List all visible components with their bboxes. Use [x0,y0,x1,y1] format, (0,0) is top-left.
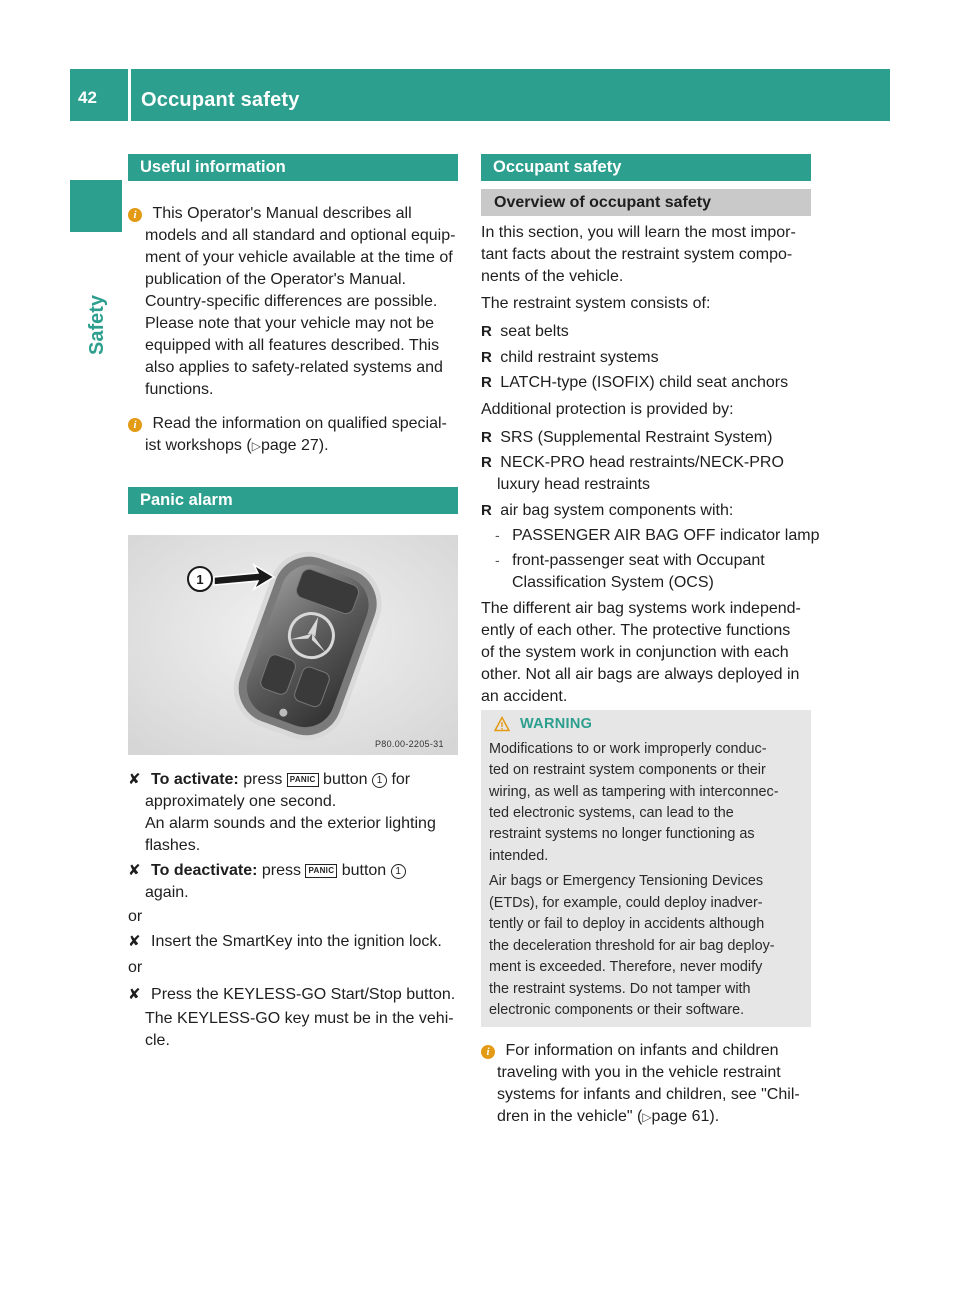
insert-text: Insert the SmartKey into the ignition lock. [151,933,442,950]
list-item-text: LATCH-type (ISOFIX) child seat anchors [500,374,789,391]
info-icon: i [128,418,142,432]
info-note-1-line: ment of your vehicle available at the time of [145,249,453,266]
side-tab-label: Safety [86,294,108,355]
info-note-1-line: equipped with all features described. This [145,337,440,354]
action-arrow-icon: ✘ [128,933,141,950]
list-item [481,427,772,449]
sub-list-item-continued: Classification System (OCS) [512,574,714,591]
occupant-safety-heading: Occupant safety [481,154,811,181]
paragraph-line: The different air bag systems work independ- [481,600,801,617]
activate-line: approximately one second. [145,793,337,810]
warning-line: the deceleration threshold for air bag deploy- [489,938,775,954]
warning-line: ted electronic systems, can lead to the [489,805,734,821]
keyless-text: Press the KEYLESS-GO Start/Stop button. [151,986,456,1003]
list-item [481,500,733,522]
warning-header [494,715,834,735]
warning-line: intended. [489,848,549,864]
header-separator [128,69,131,121]
activate-line: An alarm sounds and the exterior lighting [145,815,436,832]
warning-title: WARNING [520,716,593,732]
bullet-icon: R [481,349,492,366]
warning-line: ted on restraint system components or their [489,762,766,778]
press-word: press [243,771,283,788]
paragraph-line: ently of each other. The protective functions [481,622,791,639]
header-title: Occupant safety [141,89,300,111]
list-item-continued: luxury head restraints [497,476,650,493]
sub-list-item-text: PASSENGER AIR BAG OFF indicator lamp [512,527,820,544]
info-note-1-line: Country-specific differences are possible. [145,293,438,310]
page-ref-icon: ▷ [642,1110,652,1124]
info-note-1-line: also applies to safety-related systems and [145,359,443,376]
smartkey-illustration [128,535,458,755]
info-note-3 [481,1040,779,1062]
warning-line: ment is exceeded. Therefore, never modify [489,959,763,975]
keyless-line: cle. [145,1032,170,1049]
info-icon: i [481,1045,495,1059]
warning-line: tently or fail to deploy in accidents although [489,916,765,932]
info-note-3-line: For information on infants and children [505,1042,779,1059]
deactivate-line: again. [145,884,189,901]
info-note-2-line2 [145,435,329,458]
callout-number: 1 [196,572,204,587]
image-code: P80.00-2205-31 [375,739,444,749]
paragraph-line: an accident. [481,688,568,705]
warning-line: Air bags or Emergency Tensioning Devices [489,873,764,889]
activate-label: To activate: [151,771,239,788]
sub-list-item [495,550,765,572]
page-number: 42 [78,88,97,107]
press-word: press [261,862,302,879]
warning-line: restraint systems no longer functioning as [489,826,755,842]
list-item [481,372,788,394]
intro-line: In this section, you will learn the most impor- [481,224,796,241]
overview-heading: Overview of occupant safety [481,189,811,216]
button-word: button [323,771,368,788]
info-note-3-line: systems for infants and children, see "Chil- [497,1086,800,1103]
useful-information-heading: Useful information [128,154,458,181]
list-item-text: SRS (Supplemental Restraint System) [500,429,773,446]
info-note-2-line: Read the information on qualified special- [152,415,447,432]
panic-key-icon: PANIC [287,773,319,787]
dash-icon: - [495,527,500,543]
warning-line: wiring, as well as tampering with interconnec- [489,784,779,800]
info-note-3-line: traveling with you in the vehicle restraint [497,1064,781,1081]
dash-icon: - [495,552,500,568]
or-word: or [128,959,143,976]
panic-key-icon: PANIC [305,864,337,878]
list-item [481,452,784,474]
callout-1-icon: 1 [391,864,406,879]
paragraph-line: other. Not all air bags are always deployed in [481,666,800,683]
additional-text: Additional protection is provided by: [481,401,734,418]
keyless-instruction [128,984,455,1006]
warning-line: electronic components or their software. [489,1002,745,1018]
info-note-2 [128,413,447,435]
info-note-1-line: models and all standard and optional equip- [145,227,456,244]
action-arrow-icon: ✘ [128,986,141,1003]
action-arrow-icon: ✘ [128,862,141,879]
action-arrow-icon: ✘ [128,771,141,788]
list-item-text: air bag system components with: [500,502,734,519]
info-note-3-line4 [497,1106,719,1129]
list-item-text: NECK-PRO head restraints/NECK-PRO [500,454,784,471]
deactivate-instruction [128,860,406,882]
info-note-1 [128,203,412,225]
for-word: for [391,771,411,788]
deactivate-label: To deactivate: [151,862,258,879]
keyless-line: The KEYLESS-GO key must be in the vehi- [145,1010,454,1027]
or-word: or [128,908,143,925]
page-ref-icon: ▷ [251,439,261,453]
list-item-text: child restraint systems [500,349,659,366]
activate-line: flashes. [145,837,201,854]
ref-prefix: dren in the vehicle" ( [497,1108,643,1125]
intro-line: tant facts about the restraint system compo- [481,246,793,263]
intro-line: nents of the vehicle. [481,268,624,285]
ref-prefix: ist workshops ( [145,437,252,454]
activate-instruction [128,769,410,791]
list-item [481,321,569,343]
consists-text: The restraint system consists of: [481,295,711,312]
bullet-icon: R [481,429,492,446]
warning-triangle-icon [494,716,510,732]
smartkey-image [128,535,458,755]
page-ref-link[interactable]: page 61). [651,1108,720,1125]
insert-instruction [128,931,442,953]
list-item [481,347,659,369]
callout-1-icon: 1 [372,773,387,788]
info-note-1-line: publication of the Operator's Manual. [145,271,406,288]
sub-list-item [495,525,819,547]
info-note-1-line: This Operator's Manual describes all [152,205,412,222]
list-item-text: seat belts [500,323,569,340]
bullet-icon: R [481,502,492,519]
warning-line: Modifications to or work improperly conduc- [489,741,767,757]
info-note-1-line: Please note that your vehicle may not be [145,315,435,332]
info-note-1-line: functions. [145,381,214,398]
bullet-icon: R [481,323,492,340]
bullet-icon: R [481,374,492,391]
sub-list-item-text: front-passenger seat with Occupant [512,552,765,569]
warning-line: the restraint systems. Do not tamper with [489,981,751,997]
warning-line: (ETDs), for example, could deploy inadver- [489,895,763,911]
bullet-icon: R [481,454,492,471]
button-word: button [341,862,387,879]
side-tab-marker [70,180,122,232]
info-icon: i [128,208,142,222]
panic-alarm-heading: Panic alarm [128,487,458,514]
paragraph-line: of the system work in conjunction with each [481,644,789,661]
page-ref-link[interactable]: page 27). [260,437,329,454]
